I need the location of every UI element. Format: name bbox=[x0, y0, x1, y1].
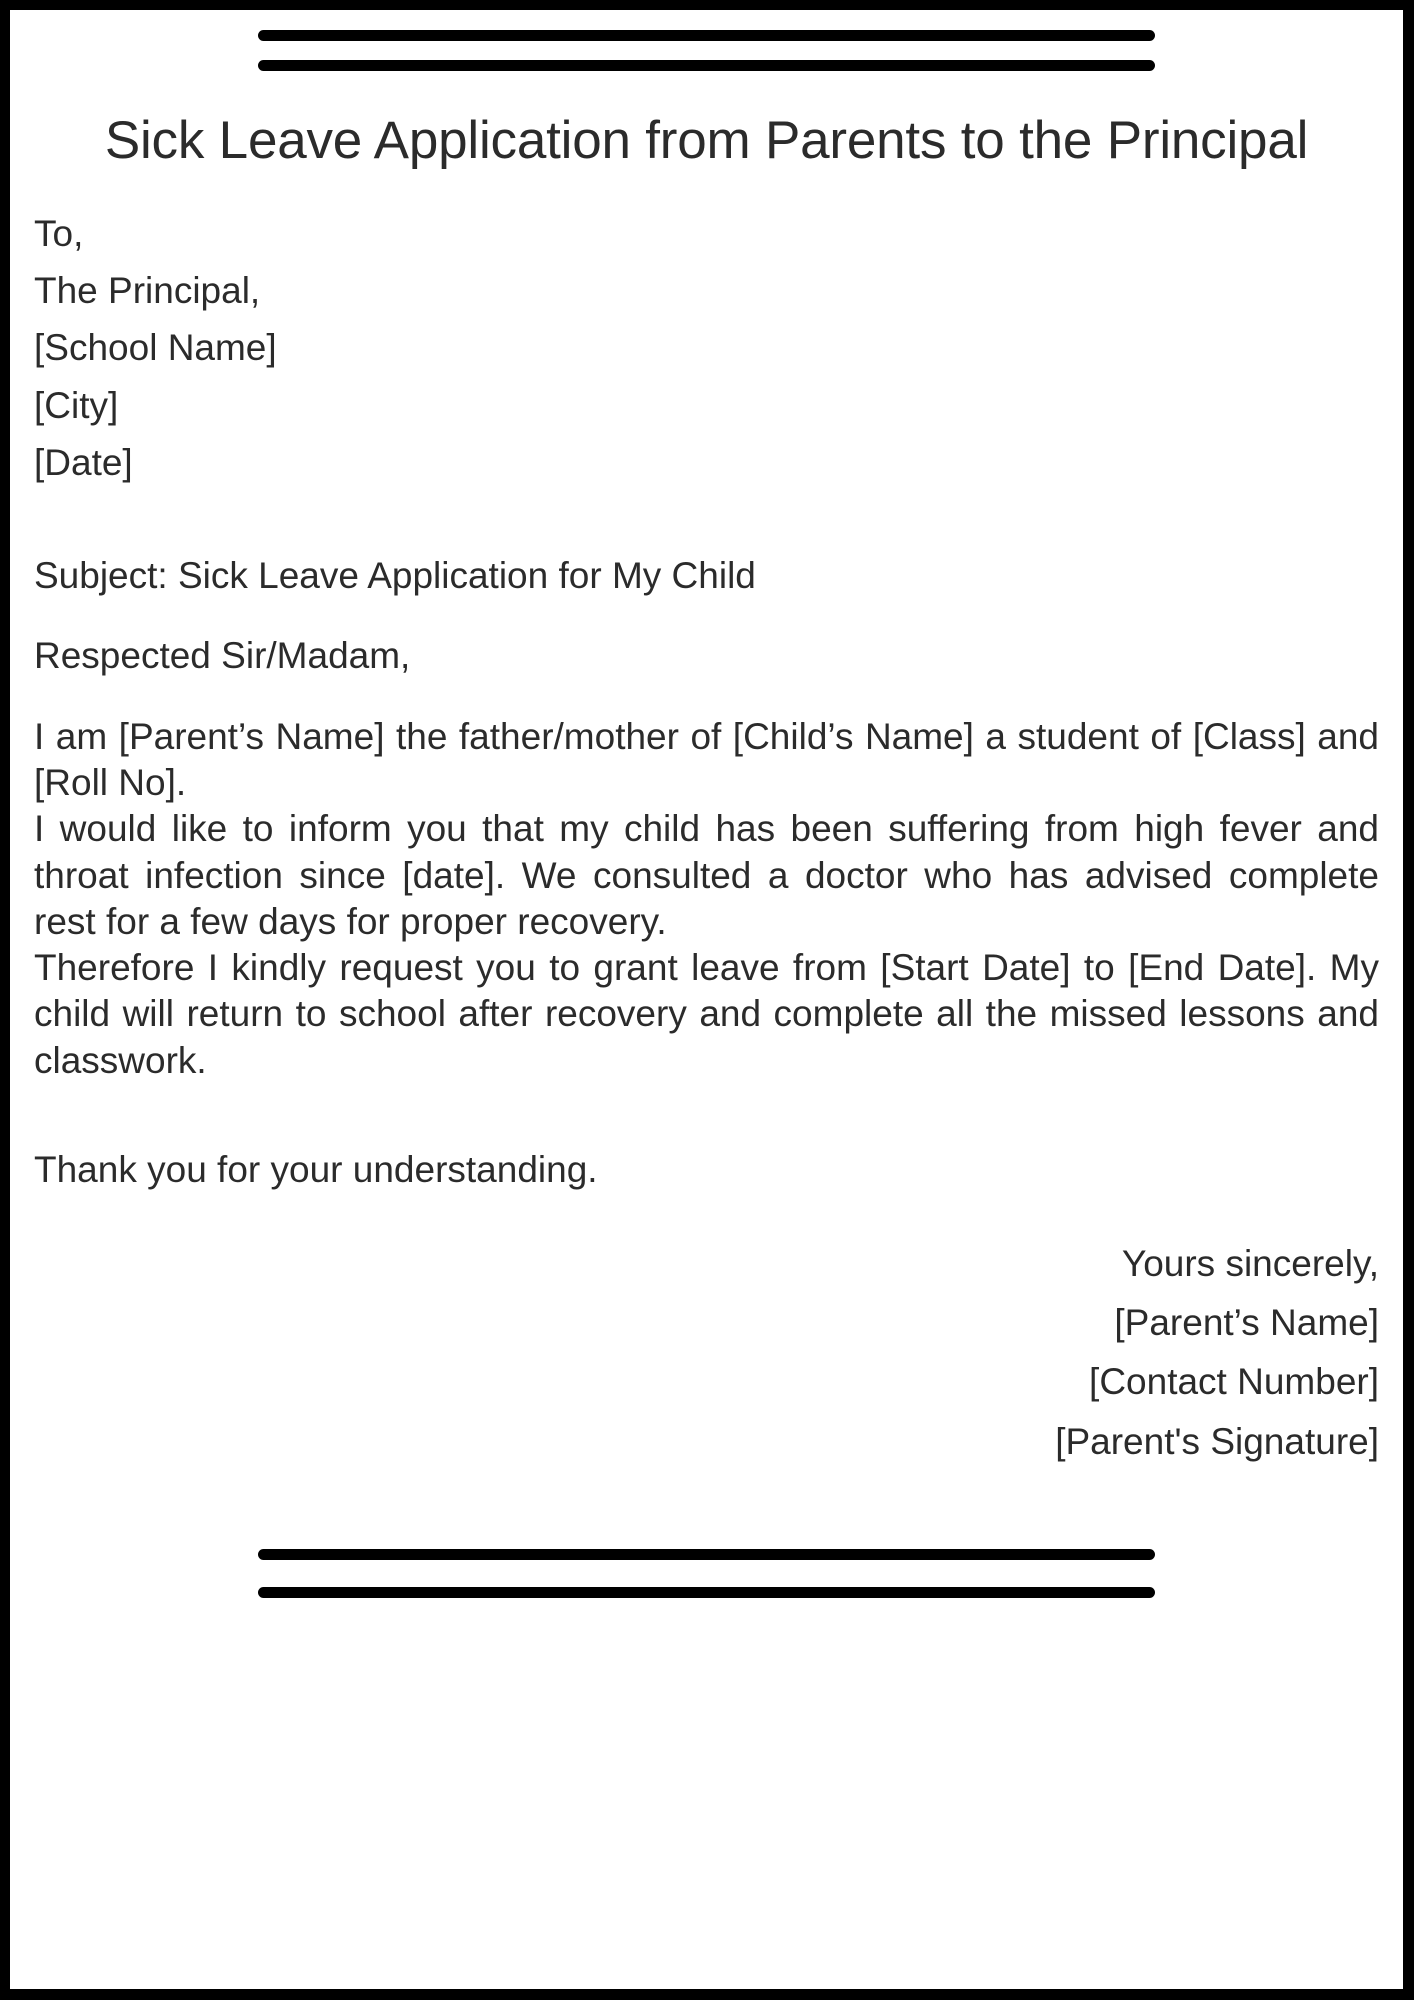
address-line-recipient: The Principal, bbox=[34, 269, 261, 311]
signature-parent-name: [Parent’s Name] bbox=[1114, 1302, 1379, 1344]
signature-parent-signature: [Parent's Signature] bbox=[1055, 1420, 1379, 1462]
top-rule-upper bbox=[258, 30, 1155, 41]
bottom-rule-lower bbox=[258, 1587, 1155, 1598]
document-content bbox=[10, 105, 1403, 1549]
top-rule-group bbox=[10, 10, 1403, 71]
address-line-school: [School Name] bbox=[34, 327, 277, 369]
bottom-rule-group bbox=[10, 1549, 1403, 1598]
page-title-line-1: Sick Leave Application from Parents to bbox=[104, 111, 1005, 170]
subject-line: Subject: Sick Leave Application for My Child bbox=[34, 555, 756, 597]
document-sheet bbox=[10, 10, 1403, 1989]
address-line-city: [City] bbox=[34, 384, 119, 426]
closing-note: Thank you for your understanding. bbox=[34, 1148, 598, 1190]
body-paragraph-2: I would like to inform you that my child has been suffering from high fever and throat infection since [date]. We consulted a doctor who has advised complete rest for a few days for proper recovery. bbox=[34, 808, 1379, 942]
bottom-rule-upper bbox=[258, 1549, 1155, 1560]
bottom-spacer bbox=[34, 1471, 1379, 1549]
salutation-line: Respected Sir/Madam, bbox=[34, 634, 411, 676]
top-rule-lower bbox=[258, 60, 1155, 71]
address-line-to: To, bbox=[34, 212, 84, 254]
address-line-date: [Date] bbox=[34, 441, 133, 483]
body-paragraph-3: Therefore I kindly request you to grant leave from [Start Date] to [End Date]. My child will return to school after recovery and complete all the missed lessons and classwork. bbox=[34, 947, 1379, 1081]
letter-body bbox=[34, 714, 1379, 1084]
address-block bbox=[34, 205, 1379, 492]
page-title bbox=[34, 105, 1379, 177]
signature-valediction: Yours sincerely, bbox=[1121, 1243, 1379, 1285]
signature-contact-number: [Contact Number] bbox=[1089, 1361, 1379, 1403]
body-paragraph-1: I am [Parent’s Name] the father/mother of [Child’s Name] a student of [Class] and [Roll No]. bbox=[34, 715, 1379, 804]
page-title-line-2: the Principal bbox=[1019, 111, 1309, 170]
signature-block bbox=[34, 1234, 1379, 1471]
